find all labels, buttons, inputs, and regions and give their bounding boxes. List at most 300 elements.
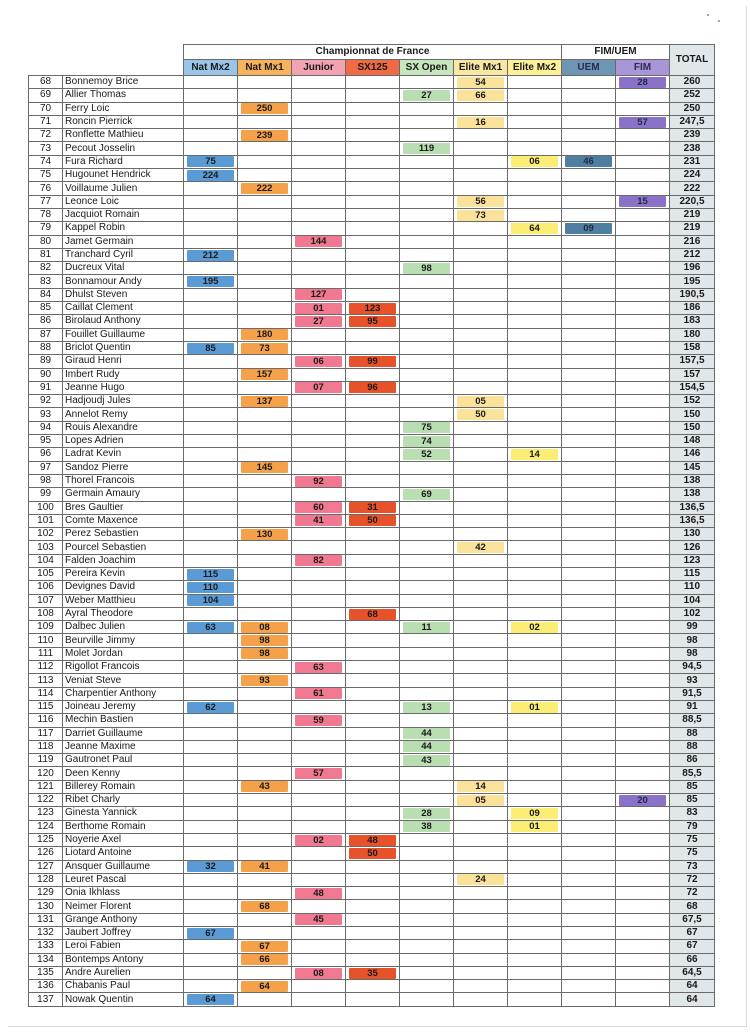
score-value: 48 [295,888,342,899]
score-cell-uem [562,820,616,833]
score-cell-elite-mx1 [454,381,508,394]
score-cell-elite-mx1 [454,966,508,979]
total-cell: 219 [670,208,715,221]
score-cell-nat-mx1 [238,488,292,501]
score-cell-nat-mx2 [184,115,238,128]
table-row [29,594,715,607]
score-cell-nat-mx1 [238,621,292,634]
total-cell: 157 [670,368,715,381]
score-cell-nat-mx2 [184,435,238,448]
score-cell-nat-mx1 [238,302,292,315]
score-cell-junior [292,381,346,394]
score-cell-fim [616,501,670,514]
score-value: 06 [295,356,342,367]
rider-name-cell: Joineau Jeremy [63,700,184,713]
score-cell-nat-mx2 [184,169,238,182]
rider-name-cell: Jamet Germain [63,235,184,248]
score-cell-nat-mx2 [184,567,238,580]
score-cell-nat-mx1 [238,900,292,913]
score-cell-uem [562,355,616,368]
score-cell-junior [292,887,346,900]
score-cell-elite-mx1 [454,368,508,381]
score-cell-sx125 [346,208,400,221]
score-cell-sx125 [346,740,400,753]
score-cell-junior [292,754,346,767]
score-cell-uem [562,581,616,594]
score-cell-nat-mx1 [238,102,292,115]
total-cell: 72 [670,873,715,886]
score-cell-sx-open [400,927,454,940]
score-value: 28 [619,77,666,88]
score-cell-fim [616,554,670,567]
column-header-elite-mx1: Elite Mx1 [454,60,508,76]
score-cell-nat-mx2 [184,155,238,168]
total-cell: 238 [670,142,715,155]
score-cell-elite-mx2 [508,740,562,753]
rider-name-cell: Allier Thomas [63,89,184,102]
total-cell: 150 [670,421,715,434]
score-cell-sx-open [400,647,454,660]
total-cell: 88 [670,740,715,753]
score-cell-elite-mx1 [454,674,508,687]
score-cell-nat-mx1 [238,727,292,740]
score-cell-nat-mx2 [184,594,238,607]
total-cell: 68 [670,900,715,913]
score-cell-sx-open [400,847,454,860]
score-cell-junior [292,142,346,155]
score-cell-sx125 [346,833,400,846]
score-cell-nat-mx1 [238,887,292,900]
rank-cell: 117 [29,727,63,740]
score-cell-sx-open [400,900,454,913]
score-cell-elite-mx2 [508,248,562,261]
total-cell: 67 [670,940,715,953]
rank-cell: 107 [29,594,63,607]
rank-cell: 109 [29,621,63,634]
rider-name-cell: Ladrat Kevin [63,448,184,461]
rider-name-cell: Darriet Guillaume [63,727,184,740]
score-value: 42 [457,542,504,553]
rider-name-cell: Pecout Josselin [63,142,184,155]
score-cell-elite-mx2 [508,794,562,807]
rank-cell: 101 [29,514,63,527]
score-cell-uem [562,807,616,820]
score-cell-nat-mx1 [238,262,292,275]
score-cell-junior [292,687,346,700]
score-cell-elite-mx2 [508,195,562,208]
score-cell-elite-mx2 [508,647,562,660]
rider-name-cell: Fura Richard [63,155,184,168]
score-cell-nat-mx2 [184,195,238,208]
total-cell: 67,5 [670,913,715,926]
table-row [29,514,715,527]
score-cell-uem [562,767,616,780]
score-cell-sx-open [400,913,454,926]
score-cell-uem [562,993,616,1006]
score-cell-fim [616,408,670,421]
score-cell-elite-mx2 [508,714,562,727]
score-value: 68 [241,901,288,912]
score-cell-fim [616,940,670,953]
score-cell-fim [616,661,670,674]
rider-name-cell: Molet Jordan [63,647,184,660]
score-value: 99 [349,356,396,367]
score-value: 05 [457,396,504,407]
rank-cell: 131 [29,913,63,926]
score-cell-fim [616,421,670,434]
score-cell-nat-mx1 [238,501,292,514]
score-cell-uem [562,754,616,767]
table-row [29,847,715,860]
rank-cell: 71 [29,115,63,128]
score-cell-fim [616,820,670,833]
score-cell-nat-mx1 [238,142,292,155]
score-cell-elite-mx2 [508,474,562,487]
score-cell-elite-mx2 [508,567,562,580]
score-cell-junior [292,222,346,235]
score-cell-elite-mx2 [508,913,562,926]
score-cell-fim [616,567,670,580]
score-cell-sx-open [400,474,454,487]
score-cell-elite-mx1 [454,833,508,846]
score-cell-fim [616,700,670,713]
score-cell-elite-mx1 [454,661,508,674]
score-cell-sx-open [400,262,454,275]
score-value: 57 [619,117,666,128]
rider-name-cell: Hadjoudj Jules [63,395,184,408]
score-cell-uem [562,89,616,102]
rider-name-cell: Tranchard Cyril [63,248,184,261]
score-cell-uem [562,927,616,940]
score-cell-junior [292,794,346,807]
rank-cell: 127 [29,860,63,873]
table-row [29,288,715,301]
rider-name-cell: Devignes David [63,581,184,594]
table-row [29,607,715,620]
score-cell-elite-mx2 [508,275,562,288]
score-cell-nat-mx1 [238,474,292,487]
score-cell-nat-mx1 [238,448,292,461]
score-cell-sx125 [346,395,400,408]
score-cell-uem [562,488,616,501]
table-row [29,474,715,487]
score-cell-nat-mx1 [238,461,292,474]
score-cell-junior [292,833,346,846]
score-cell-sx125 [346,115,400,128]
total-header: TOTAL [670,45,715,76]
score-cell-nat-mx2 [184,634,238,647]
score-value: 41 [241,861,288,872]
score-cell-sx-open [400,528,454,541]
score-cell-nat-mx1 [238,288,292,301]
table-row [29,687,715,700]
total-cell: 136,5 [670,514,715,527]
score-cell-nat-mx2 [184,302,238,315]
score-cell-sx-open [400,860,454,873]
score-cell-fim [616,634,670,647]
score-cell-junior [292,368,346,381]
score-cell-fim [616,275,670,288]
rider-name-cell: Briclot Quentin [63,341,184,354]
rank-cell: 68 [29,76,63,89]
score-cell-nat-mx1 [238,980,292,993]
score-cell-nat-mx2 [184,421,238,434]
rank-cell: 123 [29,807,63,820]
total-cell: 183 [670,315,715,328]
score-cell-sx125 [346,381,400,394]
score-cell-elite-mx1 [454,102,508,115]
score-cell-nat-mx2 [184,461,238,474]
score-cell-nat-mx1 [238,341,292,354]
rider-name-cell: Onia Ikhlass [63,887,184,900]
score-cell-elite-mx2 [508,554,562,567]
score-cell-sx-open [400,833,454,846]
score-cell-elite-mx1 [454,222,508,235]
score-cell-elite-mx2 [508,980,562,993]
score-value: 63 [295,662,342,673]
score-cell-sx-open [400,102,454,115]
score-cell-sx125 [346,275,400,288]
score-cell-nat-mx1 [238,780,292,793]
score-cell-fim [616,594,670,607]
score-cell-elite-mx2 [508,488,562,501]
score-cell-nat-mx1 [238,408,292,421]
total-cell: 250 [670,102,715,115]
score-cell-uem [562,594,616,607]
score-cell-sx-open [400,408,454,421]
rider-name-cell: Weber Matthieu [63,594,184,607]
score-cell-junior [292,288,346,301]
rider-name-cell: Gautronet Paul [63,754,184,767]
score-cell-uem [562,262,616,275]
table-row [29,621,715,634]
score-cell-elite-mx1 [454,754,508,767]
score-cell-elite-mx2 [508,381,562,394]
score-cell-uem [562,647,616,660]
score-cell-elite-mx1 [454,714,508,727]
rider-name-cell: Jaubert Joffrey [63,927,184,940]
score-cell-elite-mx1 [454,421,508,434]
rider-name-cell: Pourcel Sebastien [63,541,184,554]
score-cell-junior [292,993,346,1006]
rank-cell: 87 [29,328,63,341]
score-cell-junior [292,328,346,341]
score-cell-junior [292,102,346,115]
score-cell-sx-open [400,887,454,900]
score-cell-junior [292,740,346,753]
score-cell-nat-mx1 [238,634,292,647]
score-cell-nat-mx1 [238,208,292,221]
score-cell-elite-mx2 [508,208,562,221]
rider-name-cell: Jeanne Maxime [63,740,184,753]
score-cell-sx125 [346,621,400,634]
column-header-fim: FIM [616,60,670,76]
rank-cell: 84 [29,288,63,301]
score-cell-nat-mx1 [238,528,292,541]
score-cell-sx125 [346,461,400,474]
table-row [29,740,715,753]
score-cell-elite-mx1 [454,328,508,341]
score-cell-elite-mx2 [508,887,562,900]
score-cell-nat-mx1 [238,355,292,368]
score-cell-sx125 [346,727,400,740]
score-cell-sx-open [400,754,454,767]
score-cell-fim [616,155,670,168]
total-cell: 224 [670,169,715,182]
total-cell: 180 [670,328,715,341]
score-cell-fim [616,966,670,979]
score-cell-elite-mx1 [454,155,508,168]
score-value: 44 [403,728,450,739]
score-cell-uem [562,102,616,115]
score-cell-fim [616,993,670,1006]
rider-name-cell: Thorel Francois [63,474,184,487]
total-cell: 138 [670,474,715,487]
score-cell-elite-mx1 [454,927,508,940]
score-cell-elite-mx2 [508,528,562,541]
score-cell-elite-mx1 [454,740,508,753]
score-cell-junior [292,700,346,713]
score-cell-junior [292,661,346,674]
total-cell: 252 [670,89,715,102]
rider-name-cell: Andre Aurelien [63,966,184,979]
column-header-nat-mx2: Nat Mx2 [184,60,238,76]
rank-cell: 105 [29,567,63,580]
rank-cell: 94 [29,421,63,434]
table-row [29,501,715,514]
score-cell-junior [292,528,346,541]
score-cell-elite-mx1 [454,341,508,354]
table-row [29,554,715,567]
score-cell-junior [292,302,346,315]
score-cell-sx-open [400,115,454,128]
score-cell-elite-mx1 [454,195,508,208]
score-cell-sx125 [346,554,400,567]
score-cell-sx125 [346,900,400,913]
score-cell-sx-open [400,288,454,301]
score-cell-nat-mx2 [184,474,238,487]
table-row [29,780,715,793]
score-cell-fim [616,621,670,634]
score-cell-fim [616,674,670,687]
rank-cell: 118 [29,740,63,753]
score-cell-uem [562,847,616,860]
rider-name-cell: Pereira Kevin [63,567,184,580]
score-cell-sx-open [400,674,454,687]
score-cell-nat-mx2 [184,448,238,461]
rank-cell: 91 [29,381,63,394]
score-cell-fim [616,341,670,354]
score-value: 66 [241,954,288,965]
table-row [29,129,715,142]
rider-name-cell: Ansquer Guillaume [63,860,184,873]
score-cell-nat-mx2 [184,647,238,660]
score-cell-uem [562,76,616,89]
score-cell-sx125 [346,700,400,713]
score-cell-nat-mx2 [184,833,238,846]
score-value: 50 [457,409,504,420]
score-cell-elite-mx2 [508,860,562,873]
total-cell: 91 [670,700,715,713]
rider-name-cell: Lopes Adrien [63,435,184,448]
rank-cell: 69 [29,89,63,102]
score-value: 130 [241,529,288,540]
score-cell-nat-mx2 [184,740,238,753]
score-value: 32 [187,861,234,872]
score-cell-fim [616,222,670,235]
score-cell-nat-mx2 [184,102,238,115]
rider-name-cell: Voillaume Julien [63,182,184,195]
score-cell-junior [292,248,346,261]
score-cell-nat-mx1 [238,328,292,341]
score-cell-elite-mx1 [454,873,508,886]
score-cell-elite-mx2 [508,807,562,820]
score-cell-elite-mx2 [508,501,562,514]
rank-cell: 130 [29,900,63,913]
score-cell-elite-mx1 [454,567,508,580]
score-cell-nat-mx2 [184,607,238,620]
rider-name-cell: Liotard Antoine [63,847,184,860]
score-cell-sx125 [346,754,400,767]
score-cell-sx125 [346,408,400,421]
table-row [29,887,715,900]
table-row [29,381,715,394]
score-cell-sx125 [346,714,400,727]
score-cell-nat-mx2 [184,687,238,700]
score-cell-uem [562,514,616,527]
score-value: 95 [349,316,396,327]
table-row [29,142,715,155]
score-value: 98 [241,648,288,659]
score-cell-junior [292,581,346,594]
score-cell-elite-mx1 [454,395,508,408]
table-row [29,89,715,102]
score-cell-nat-mx1 [238,847,292,860]
table-row [29,927,715,940]
score-cell-junior [292,435,346,448]
rider-name-cell: Ginesta Yannick [63,807,184,820]
rank-cell: 95 [29,435,63,448]
score-cell-sx-open [400,714,454,727]
score-cell-elite-mx1 [454,89,508,102]
score-value: 127 [295,289,342,300]
score-cell-sx125 [346,341,400,354]
score-cell-sx-open [400,222,454,235]
score-value: 02 [295,835,342,846]
table-row [29,355,715,368]
score-cell-sx125 [346,355,400,368]
table-row [29,727,715,740]
score-cell-fim [616,514,670,527]
score-cell-uem [562,474,616,487]
rider-name-cell: Bonnemoy Brice [63,76,184,89]
score-cell-junior [292,129,346,142]
score-cell-nat-mx1 [238,820,292,833]
score-cell-fim [616,315,670,328]
score-cell-junior [292,408,346,421]
score-cell-nat-mx1 [238,953,292,966]
score-cell-nat-mx1 [238,966,292,979]
score-cell-elite-mx2 [508,993,562,1006]
table-row [29,435,715,448]
rank-cell: 122 [29,794,63,807]
score-cell-elite-mx1 [454,248,508,261]
score-cell-uem [562,940,616,953]
score-cell-uem [562,953,616,966]
score-value: 05 [457,795,504,806]
score-cell-sx125 [346,195,400,208]
rider-name-cell: Leroi Fabien [63,940,184,953]
